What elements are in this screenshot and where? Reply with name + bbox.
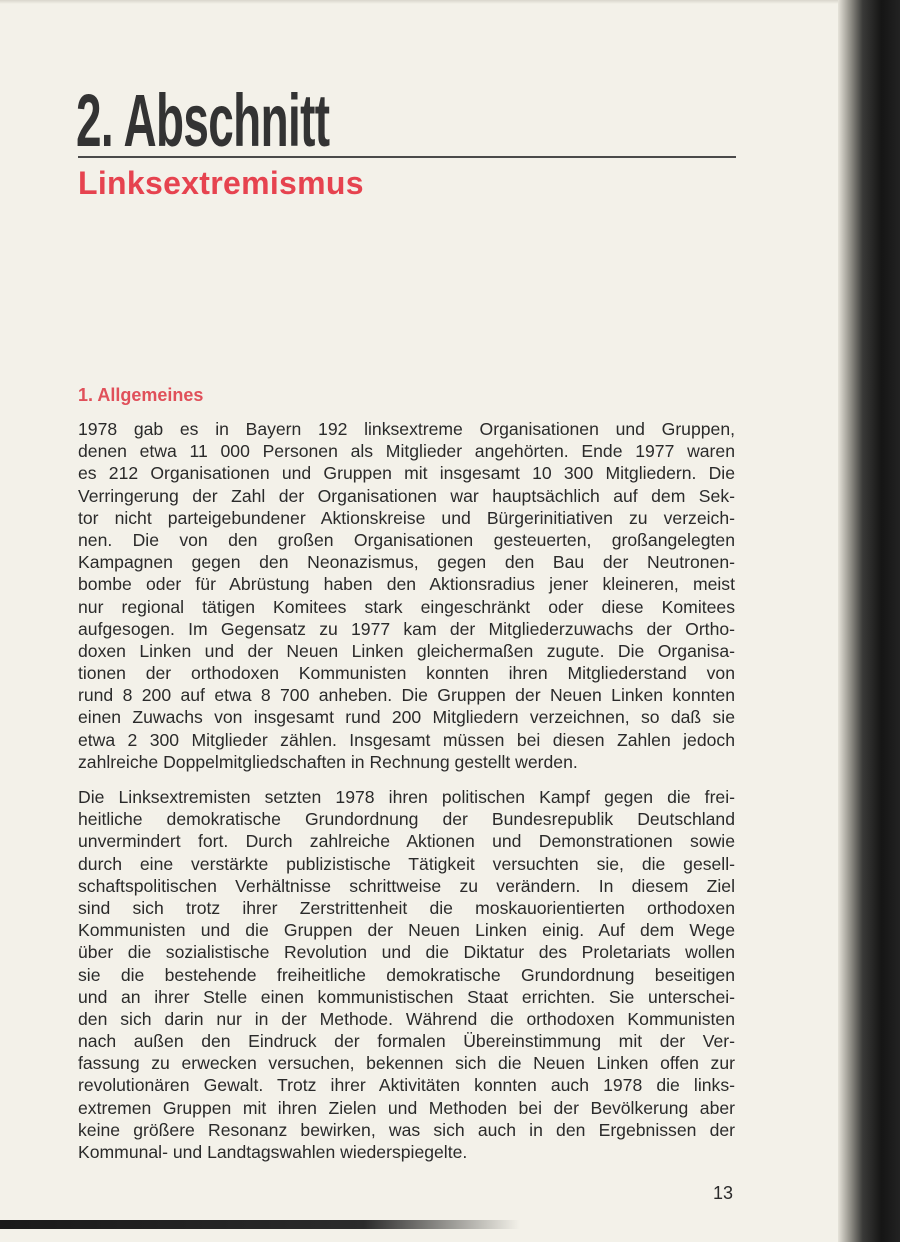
text-line: Kommunisten und die Gruppen der Neuen Linken einig. Auf dem Wege [78,920,735,941]
text-line: bombe oder für Abrüstung haben den Aktionsradius jener kleineren, meist [78,574,735,595]
text-line: heitliche demokratische Grundordnung der Bundesrepublik Deutschland [78,809,735,830]
text-line: den sich darin nur in der Methode. Während die orthodoxen Kommunisten [78,1008,735,1029]
text-line: 1978 gab es in Bayern 192 linksextreme Organisationen und Gruppen, [78,419,735,439]
text-line: extremen Gruppen mit ihren Zielen und Methoden bei der Bevölkerung aber [78,1097,735,1118]
text-line: tionen der orthodoxen Kommunisten konnten ihren Mitgliederstand von [78,663,735,684]
text-line: keine größere Resonanz bewirken, was sich auch in den Ergebnissen der [78,1119,735,1140]
text-line: revolutionären Gewalt. Trotz ihrer Aktivitäten konnten auch 1978 die links- [78,1075,735,1096]
text-line: durch eine verstärkte publizistische Tätigkeit versuchten sie, die gesell- [78,853,735,874]
text-line: Kampagnen gegen den Neonazismus, gegen den Bau der Neutronen- [78,552,735,573]
book-binding-shadow [838,0,900,1242]
chapter-title: Linksextremismus [78,165,364,201]
text-line: nen. Die von den großen Organisationen gesteuerten, großangelegten [78,529,735,550]
text-line: nach außen den Eindruck der formalen Übereinstimmung mit der Ver- [78,1031,735,1052]
text-line: einen Zuwachs von insgesamt rund 200 Mitgliedern verzeichnen, so daß sie [78,707,735,728]
text-line: und an ihrer Stelle einen kommunistischen Staat errichten. Sie unterschei- [78,986,735,1007]
section-title: 2. Abschnitt [76,84,330,156]
page-number: 13 [713,1183,734,1203]
text-line: doxen Linken und der Neuen Linken gleichermaßen zugute. Die Organisa- [78,640,735,661]
text-line: zahlreiche Doppelmitgliedschaften in Rechnung gestellt werden. [78,751,578,772]
text-line: sind sich trotz ihrer Zerstrittenheit die moskauorientierten orthodoxen [78,897,735,918]
text-line: etwa 2 300 Mitglieder zählen. Insgesamt müssen bei diesen Zahlen jedoch [78,729,735,750]
text-line: schaftspolitischen Verhältnisse schrittweise zu verändern. In diesem Ziel [78,875,735,896]
bottom-edge-shadow [0,1220,520,1229]
text-line: über die sozialistische Revolution und die Diktatur des Proletariats wollen [78,942,735,963]
text-line: aufgesogen. Im Gegensatz zu 1977 kam der Mitgliederzuwachs der Ortho- [78,618,735,639]
text-line: rund 8 200 auf etwa 8 700 anheben. Die Gruppen der Neuen Linken konnten [78,685,735,706]
text-line: unvermindert fort. Durch zahlreiche Aktionen und Demonstrationen sowie [78,831,735,852]
text-line: sie die bestehende freiheitliche demokratische Grundordnung beseitigen [78,964,735,985]
text-line: es 212 Organisationen und Gruppen mit insgesamt 10 300 Mitgliedern. Die [78,463,735,484]
text-line: Die Linksextremisten setzten 1978 ihren politischen Kampf gegen die frei- [78,787,735,807]
text-line: tor nicht parteigebundener Aktionskreise und Bürgerinitiativen zu verzeich- [78,507,735,528]
text-line: denen etwa 11 000 Personen als Mitglieder angehörten. Ende 1977 waren [78,441,735,462]
text-line: fassung zu erwecken versuchen, bekennen sich die Neuen Linken offen zur [78,1053,735,1074]
text-line: nur regional tätigen Komitees stark eingeschränkt oder diese Komitees [78,596,735,617]
title-rule [78,156,736,158]
text-line: Verringerung der Zahl der Organisationen war hauptsächlich auf dem Sek- [78,485,735,506]
paragraph-2 [78,786,735,1163]
page-top-edge [0,0,838,4]
subheading: 1. Allgemeines [78,385,204,405]
text-line: Kommunal- und Landtagswahlen wiederspiegelte. [78,1142,468,1162]
paragraph-1 [78,418,735,773]
